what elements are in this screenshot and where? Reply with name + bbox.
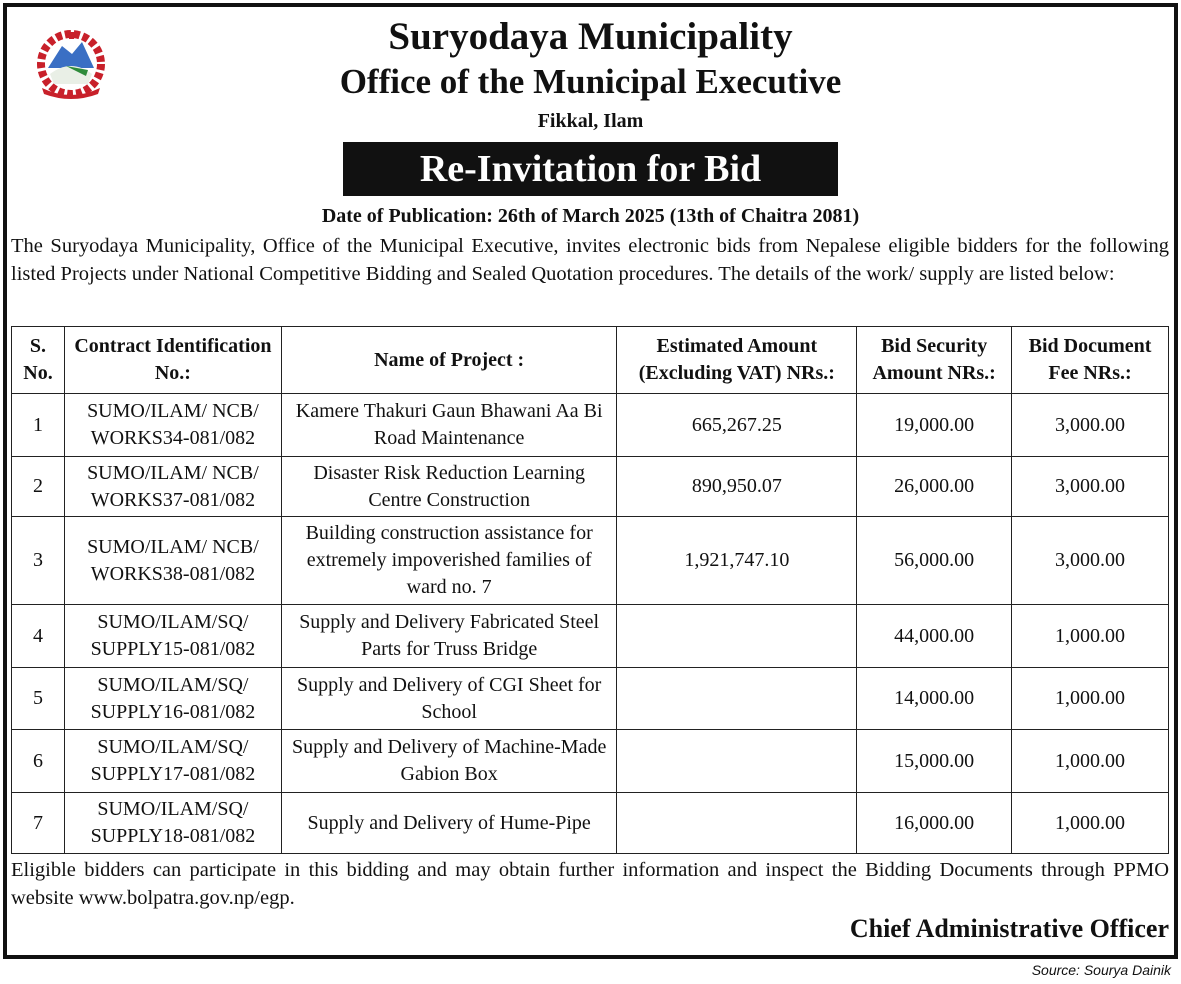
cell-bid-security: 19,000.00 [857, 394, 1012, 457]
cell-contract-id: SUMO/ILAM/SQ/ SUPPLY15-081/082 [64, 605, 281, 668]
municipality-name: Suryodaya Municipality [388, 15, 793, 58]
cell-bid-security: 26,000.00 [857, 457, 1012, 517]
cell-estimated-amount: 890,950.07 [617, 457, 857, 517]
table-row [12, 605, 1169, 668]
cell-bid-security: 15,000.00 [857, 730, 1012, 793]
header-sno: S. No. [12, 327, 65, 394]
cell-contract-id: SUMO/ILAM/ NCB/ WORKS38-081/082 [64, 517, 281, 605]
cell-document-fee: 3,000.00 [1012, 517, 1169, 605]
cell-contract-id: SUMO/ILAM/ NCB/ WORKS34-081/082 [64, 394, 281, 457]
cell-project-name: Kamere Thakuri Gaun Bhawani Aa Bi Road Maintenance [281, 394, 617, 457]
cell-bid-security: 16,000.00 [857, 793, 1012, 854]
cell-contract-id: SUMO/ILAM/SQ/ SUPPLY16-081/082 [64, 668, 281, 730]
cell-estimated-amount: 1,921,747.10 [617, 517, 857, 605]
table-row [12, 730, 1169, 793]
cell-project-name: Supply and Delivery Fabricated Steel Parts for Truss Bridge [281, 605, 617, 668]
intro-paragraph: The Suryodaya Municipality, Office of the Municipal Executive, invites electronic bids from Nepalese eligible bidders for the following listed Projects under National Competitive Bidding and Sealed Quotation procedures. The details of the work/ supply are listed below: [11, 235, 1169, 285]
cell-document-fee: 1,000.00 [1012, 668, 1169, 730]
cell-document-fee: 1,000.00 [1012, 605, 1169, 668]
cell-estimated-amount [617, 730, 857, 793]
footer-paragraph: Eligible bidders can participate in this bidding and may obtain further information and inspect the Bidding Documents through PPMO website www.bolpatra.gov.np/egp. [11, 859, 1169, 909]
cell-document-fee: 1,000.00 [1012, 793, 1169, 854]
table-row [12, 457, 1169, 517]
publication-date: Date of Publication: 26th of March 2025 (13th of Chaitra 2081) [321, 205, 860, 227]
cell-document-fee: 1,000.00 [1012, 730, 1169, 793]
cell-sno: 6 [12, 730, 65, 793]
table-row [12, 394, 1169, 457]
cell-document-fee: 3,000.00 [1012, 457, 1169, 517]
header-bid-security: Bid Security Amount NRs.: [857, 327, 1012, 394]
cell-estimated-amount: 665,267.25 [617, 394, 857, 457]
cell-sno: 2 [12, 457, 65, 517]
cell-sno: 7 [12, 793, 65, 854]
cell-sno: 4 [12, 605, 65, 668]
table-row [12, 668, 1169, 730]
office-name: Office of the Municipal Executive [339, 62, 842, 101]
cell-project-name: Supply and Delivery of CGI Sheet for School [281, 668, 617, 730]
cell-estimated-amount [617, 793, 857, 854]
signature: Chief Administrative Officer [849, 914, 1169, 943]
header-project-name: Name of Project : [281, 327, 617, 394]
table-header-row [12, 327, 1169, 394]
notice-banner: Re-Invitation for Bid [343, 142, 838, 196]
cell-sno: 3 [12, 517, 65, 605]
header-estimated-amount: Estimated Amount (Excluding VAT) NRs.: [617, 327, 857, 394]
cell-contract-id: SUMO/ILAM/ NCB/ WORKS37-081/082 [64, 457, 281, 517]
office-location: Fikkal, Ilam [537, 110, 644, 132]
cell-project-name: Supply and Delivery of Hume-Pipe [281, 793, 617, 854]
cell-estimated-amount [617, 668, 857, 730]
cell-project-name: Disaster Risk Reduction Learning Centre Construction [281, 457, 617, 517]
cell-project-name: Supply and Delivery of Machine-Made Gabion Box [281, 730, 617, 793]
cell-bid-security: 14,000.00 [857, 668, 1012, 730]
table-row [12, 517, 1169, 605]
cell-document-fee: 3,000.00 [1012, 394, 1169, 457]
cell-bid-security: 44,000.00 [857, 605, 1012, 668]
cell-estimated-amount [617, 605, 857, 668]
cell-bid-security: 56,000.00 [857, 517, 1012, 605]
cell-sno: 1 [12, 394, 65, 457]
bid-table [11, 326, 1169, 854]
header-document-fee: Bid Document Fee NRs.: [1012, 327, 1169, 394]
cell-contract-id: SUMO/ILAM/SQ/ SUPPLY18-081/082 [64, 793, 281, 854]
cell-project-name: Building construction assistance for extremely impoverished families of ward no. 7 [281, 517, 617, 605]
table-row [12, 793, 1169, 854]
cell-sno: 5 [12, 668, 65, 730]
source-credit: Source: Sourya Dainik [1031, 962, 1171, 978]
header-contract-id: Contract Identification No.: [64, 327, 281, 394]
cell-contract-id: SUMO/ILAM/SQ/ SUPPLY17-081/082 [64, 730, 281, 793]
